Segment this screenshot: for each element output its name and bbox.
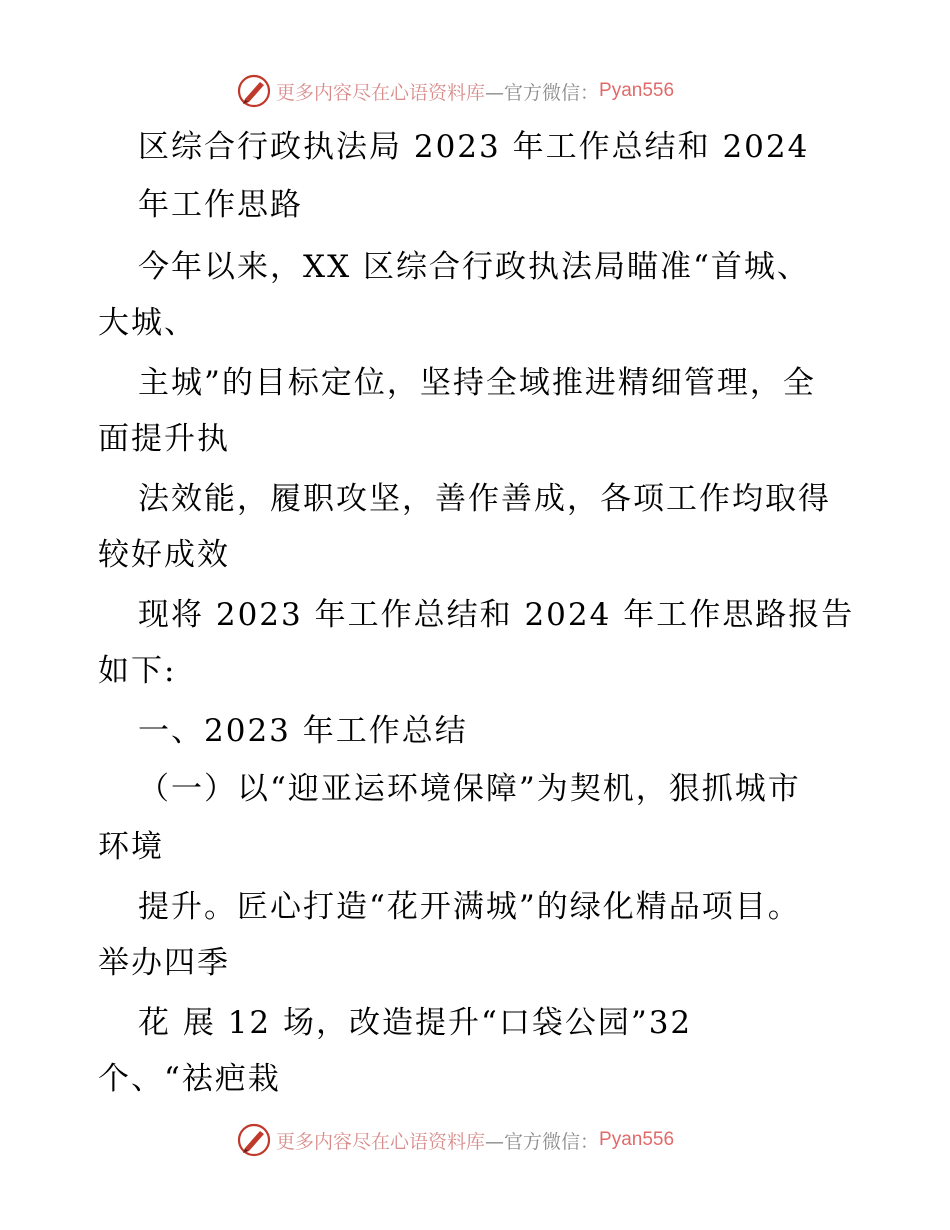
section-heading: 一、2023 年工作总结 <box>138 713 468 749</box>
paragraph-line: 现将 2023 年工作总结和 2024 年工作思路报告 <box>138 597 855 633</box>
paragraph-line: 个、“祛疤栽 <box>98 1061 281 1097</box>
paragraph-line: 主城”的目标定位，坚持全域推进精细管理，全 <box>138 365 816 401</box>
watermark-side-text: —官方微信： <box>485 1130 600 1153</box>
subsection-heading: （一）以“迎亚运环境保障”为契机，狠抓城市 <box>138 771 801 807</box>
watermark-wechat-id: Pyan556 <box>599 1129 675 1150</box>
paragraph-line: 花 展 12 场，改造提升“口袋公园”32 <box>138 1005 693 1041</box>
document-title-line-1: 区综合行政执法局 2023 年工作总结和 2024 <box>138 129 810 165</box>
paragraph-line: 举办四季 <box>98 945 230 981</box>
paragraph-line: 如下: <box>98 653 177 689</box>
watermark-main-text: 更多内容尽在心语资料库 <box>276 1130 486 1153</box>
watermark-footer <box>236 1122 674 1158</box>
paragraph-line: 法效能，履职攻坚，善作善成，各项工作均取得 <box>138 481 831 517</box>
paragraph-line: 面提升执 <box>98 421 230 457</box>
watermark-side-text: —官方微信： <box>485 81 600 104</box>
paragraph-line: 较好成效 <box>98 537 230 573</box>
paragraph-line: 提升。匠心打造“花开满城”的绿化精品项目。 <box>138 889 801 925</box>
pen-logo-icon <box>236 73 272 109</box>
document-title-line-2: 年工作思路 <box>138 187 303 223</box>
watermark-main-text: 更多内容尽在心语资料库 <box>276 81 486 104</box>
watermark-wechat-id: Pyan556 <box>599 80 675 101</box>
paragraph-line: 环境 <box>98 829 164 865</box>
watermark-header <box>236 73 674 109</box>
paragraph-line: 今年以来，XX 区综合行政执法局瞄准“首城、 <box>138 249 810 285</box>
paragraph-line: 大城、 <box>98 305 197 341</box>
pen-logo-icon <box>236 1122 272 1158</box>
